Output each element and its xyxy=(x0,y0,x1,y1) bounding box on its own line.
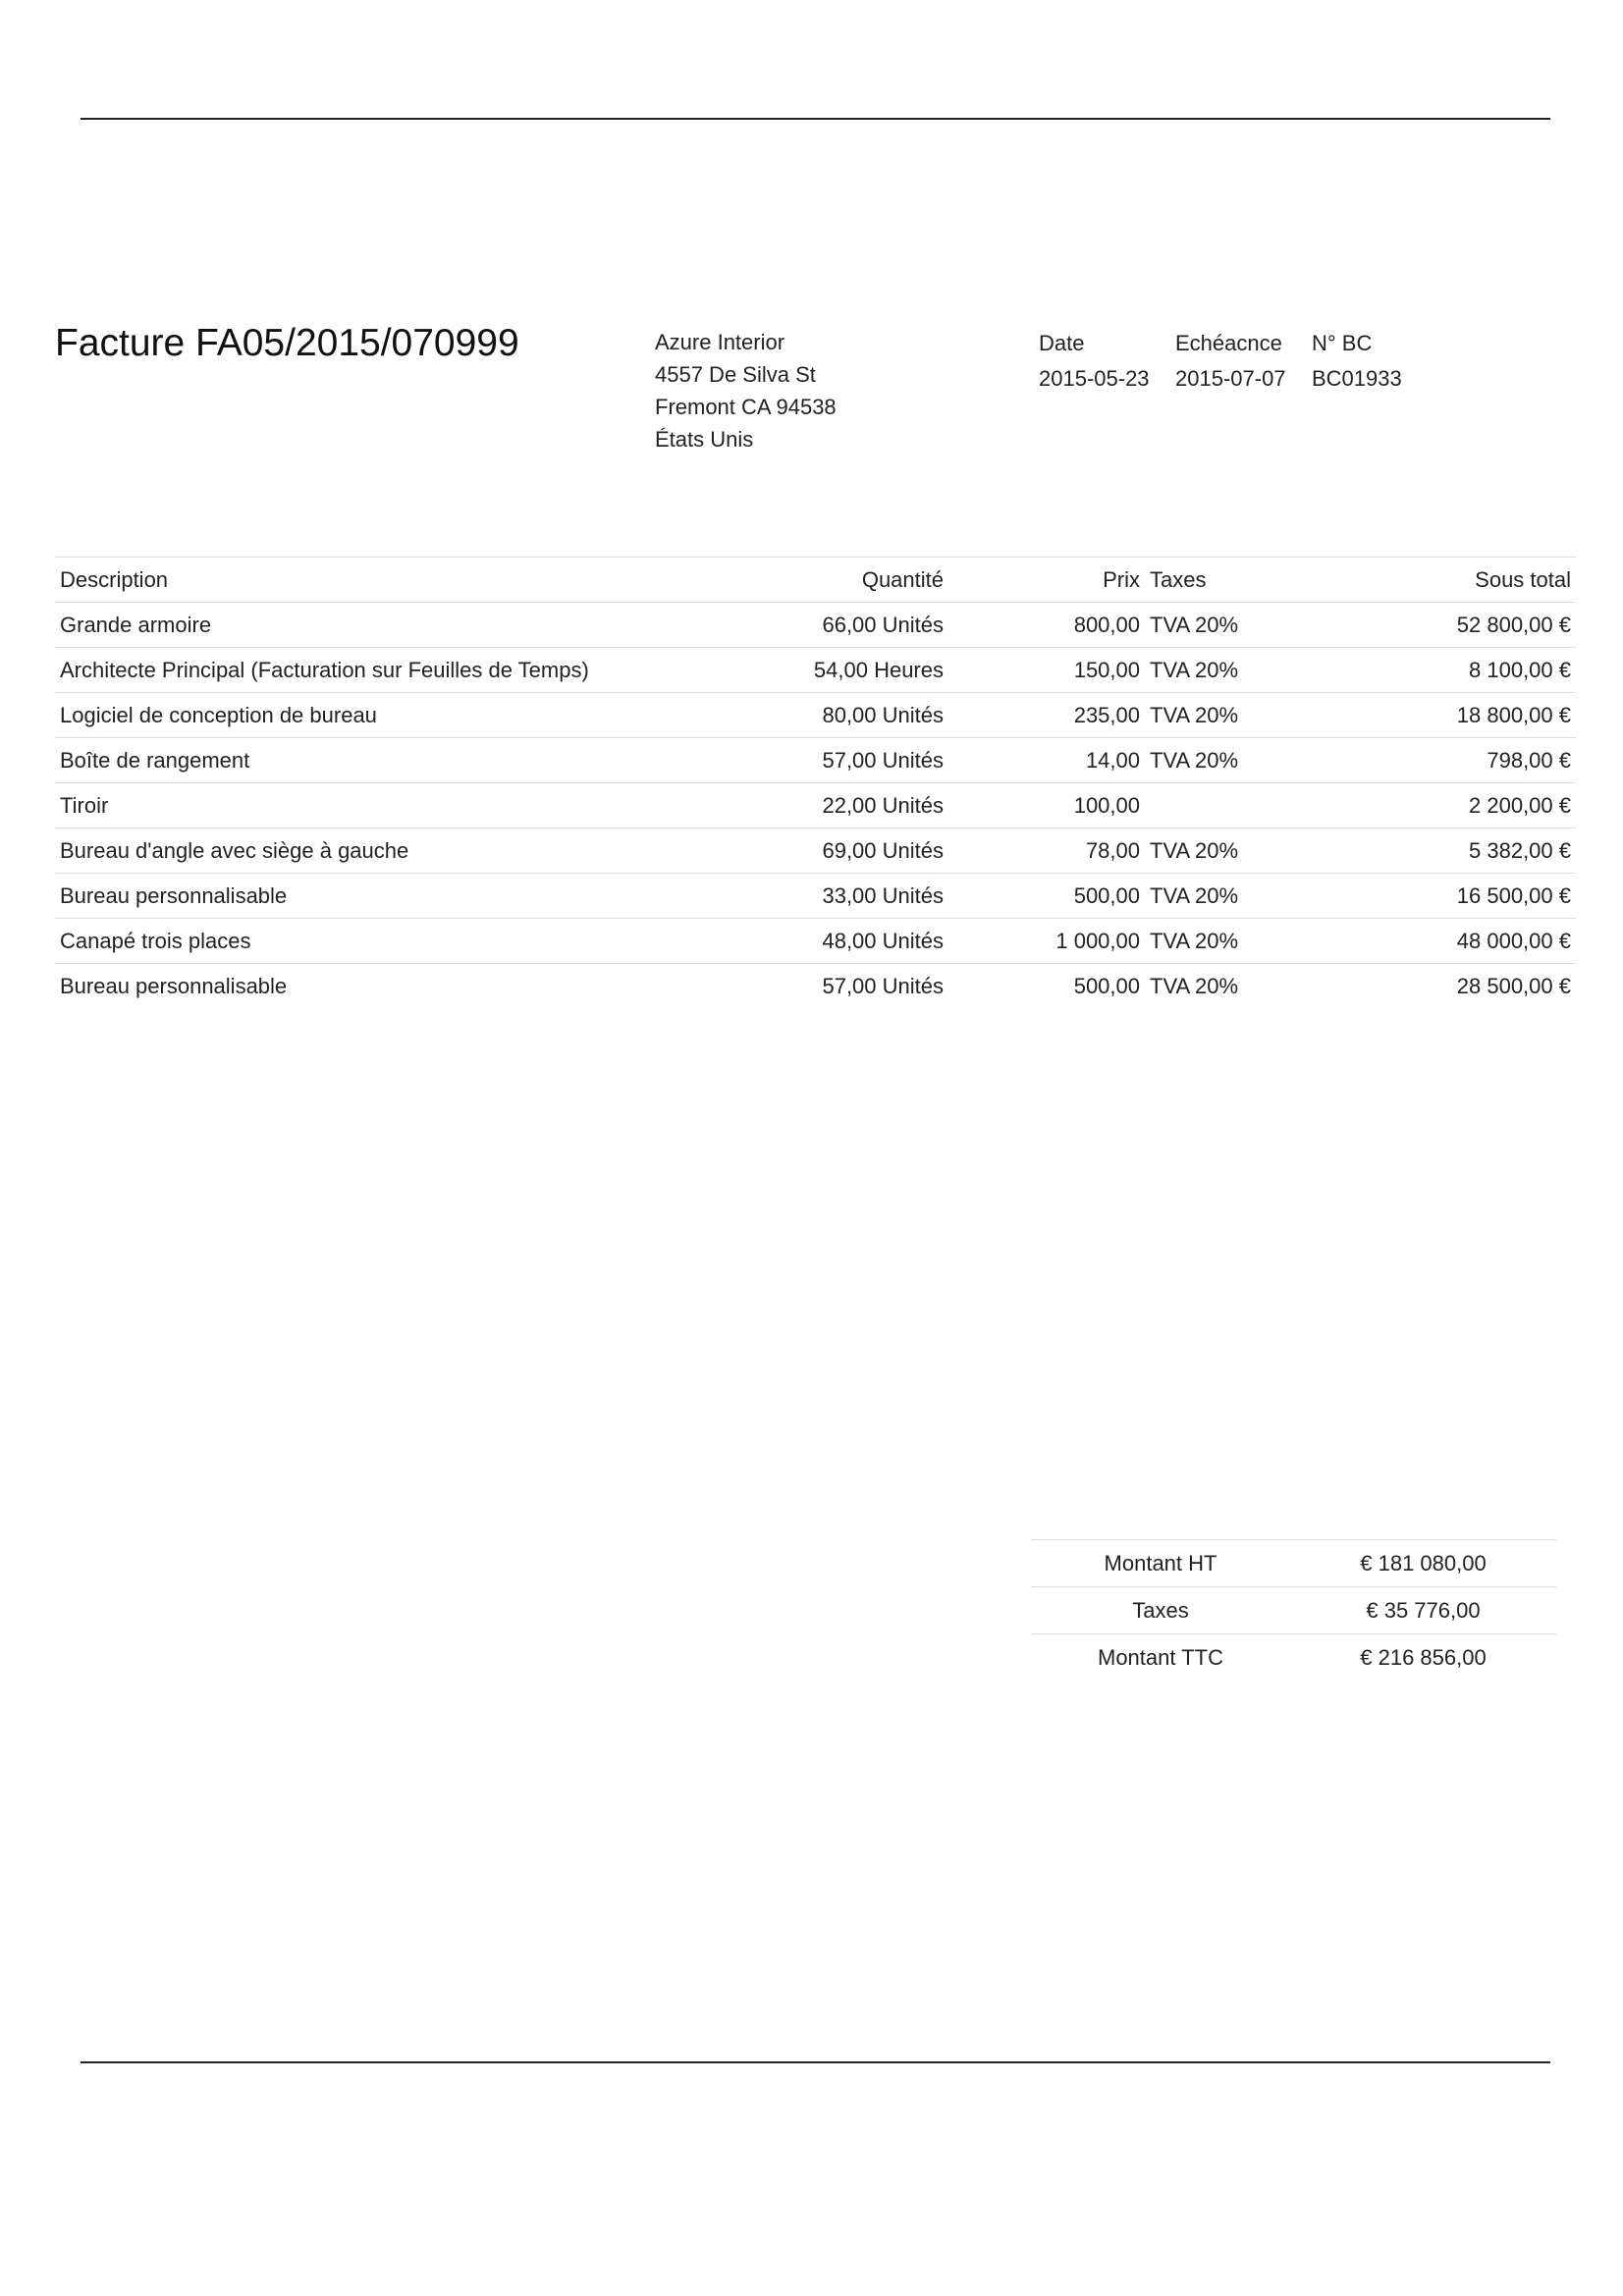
line-price: 78,00 xyxy=(948,828,1145,874)
line-subtotal: 2 200,00 € xyxy=(1302,783,1576,828)
column-header-subtotal: Sous total xyxy=(1302,558,1576,603)
meta-date-value: 2015-05-23 xyxy=(1039,366,1150,391)
column-header-description: Description xyxy=(55,558,801,603)
table-row xyxy=(55,648,1576,693)
line-taxes: TVA 20% xyxy=(1145,738,1302,783)
line-quantity: 57,00 Unités xyxy=(801,964,948,1009)
total-label: Montant HT xyxy=(1031,1540,1290,1587)
line-taxes xyxy=(1145,783,1302,828)
line-subtotal: 5 382,00 € xyxy=(1302,828,1576,874)
invoice-title: Facture FA05/2015/070999 xyxy=(55,322,519,364)
total-label: Taxes xyxy=(1031,1587,1290,1634)
meta-date-label: Date xyxy=(1039,331,1085,355)
line-price: 14,00 xyxy=(948,738,1145,783)
line-description: Grande armoire xyxy=(55,603,801,648)
line-description: Canapé trois places xyxy=(55,919,801,964)
line-subtotal: 28 500,00 € xyxy=(1302,964,1576,1009)
line-taxes: TVA 20% xyxy=(1145,874,1302,919)
line-subtotal: 52 800,00 € xyxy=(1302,603,1576,648)
customer-city: Fremont CA 94538 xyxy=(655,395,837,419)
line-quantity: 22,00 Unités xyxy=(801,783,948,828)
meta-due-label: Echéacnce xyxy=(1175,331,1282,355)
line-subtotal: 8 100,00 € xyxy=(1302,648,1576,693)
line-taxes: TVA 20% xyxy=(1145,603,1302,648)
table-row xyxy=(55,783,1576,828)
invoice-meta xyxy=(1039,326,1430,397)
invoice-lines-body xyxy=(55,603,1576,1009)
line-description: Bureau personnalisable xyxy=(55,964,801,1009)
invoice-meta-values xyxy=(1039,361,1430,397)
line-quantity: 48,00 Unités xyxy=(801,919,948,964)
table-header-row xyxy=(55,558,1576,603)
line-subtotal: 48 000,00 € xyxy=(1302,919,1576,964)
invoice-meta-headers xyxy=(1039,326,1430,361)
line-taxes: TVA 20% xyxy=(1145,919,1302,964)
totals-body xyxy=(1031,1540,1556,1682)
line-quantity: 33,00 Unités xyxy=(801,874,948,919)
line-quantity: 57,00 Unités xyxy=(801,738,948,783)
totals-row xyxy=(1031,1634,1556,1682)
meta-due-value: 2015-07-07 xyxy=(1175,366,1286,391)
invoice-lines-table xyxy=(55,557,1576,1008)
line-taxes: TVA 20% xyxy=(1145,828,1302,874)
column-header-taxes: Taxes xyxy=(1145,558,1302,603)
table-row xyxy=(55,603,1576,648)
customer-country: États Unis xyxy=(655,427,754,452)
line-description: Bureau d'angle avec siège à gauche xyxy=(55,828,801,874)
line-description: Boîte de rangement xyxy=(55,738,801,783)
meta-po-value: BC01933 xyxy=(1312,366,1402,391)
line-description: Architecte Principal (Facturation sur Feuilles de Temps) xyxy=(55,648,801,693)
line-price: 800,00 xyxy=(948,603,1145,648)
total-value: € 35 776,00 xyxy=(1290,1587,1556,1634)
totals-row xyxy=(1031,1587,1556,1634)
line-quantity: 80,00 Unités xyxy=(801,693,948,738)
customer-address xyxy=(655,326,837,455)
total-value: € 181 080,00 xyxy=(1290,1540,1556,1587)
table-row xyxy=(55,828,1576,874)
line-description: Logiciel de conception de bureau xyxy=(55,693,801,738)
table-row xyxy=(55,874,1576,919)
totals-table xyxy=(1031,1539,1556,1681)
line-taxes: TVA 20% xyxy=(1145,693,1302,738)
line-description: Tiroir xyxy=(55,783,801,828)
line-price: 500,00 xyxy=(948,874,1145,919)
line-subtotal: 18 800,00 € xyxy=(1302,693,1576,738)
header-rule xyxy=(81,118,1550,120)
customer-street: 4557 De Silva St xyxy=(655,362,816,387)
line-quantity: 66,00 Unités xyxy=(801,603,948,648)
line-subtotal: 798,00 € xyxy=(1302,738,1576,783)
total-label: Montant TTC xyxy=(1031,1634,1290,1682)
table-row xyxy=(55,738,1576,783)
table-row xyxy=(55,919,1576,964)
line-subtotal: 16 500,00 € xyxy=(1302,874,1576,919)
line-quantity: 54,00 Heures xyxy=(801,648,948,693)
customer-name: Azure Interior xyxy=(655,330,785,354)
total-value: € 216 856,00 xyxy=(1290,1634,1556,1682)
column-header-price: Prix xyxy=(948,558,1145,603)
line-quantity: 69,00 Unités xyxy=(801,828,948,874)
table-row xyxy=(55,693,1576,738)
line-description: Bureau personnalisable xyxy=(55,874,801,919)
line-price: 100,00 xyxy=(948,783,1145,828)
line-price: 150,00 xyxy=(948,648,1145,693)
column-header-quantity: Quantité xyxy=(801,558,948,603)
line-price: 235,00 xyxy=(948,693,1145,738)
totals-row xyxy=(1031,1540,1556,1587)
table-row xyxy=(55,964,1576,1009)
line-price: 500,00 xyxy=(948,964,1145,1009)
footer-rule xyxy=(81,2061,1550,2063)
line-price: 1 000,00 xyxy=(948,919,1145,964)
line-taxes: TVA 20% xyxy=(1145,648,1302,693)
line-taxes: TVA 20% xyxy=(1145,964,1302,1009)
meta-po-label: N° BC xyxy=(1312,331,1373,355)
